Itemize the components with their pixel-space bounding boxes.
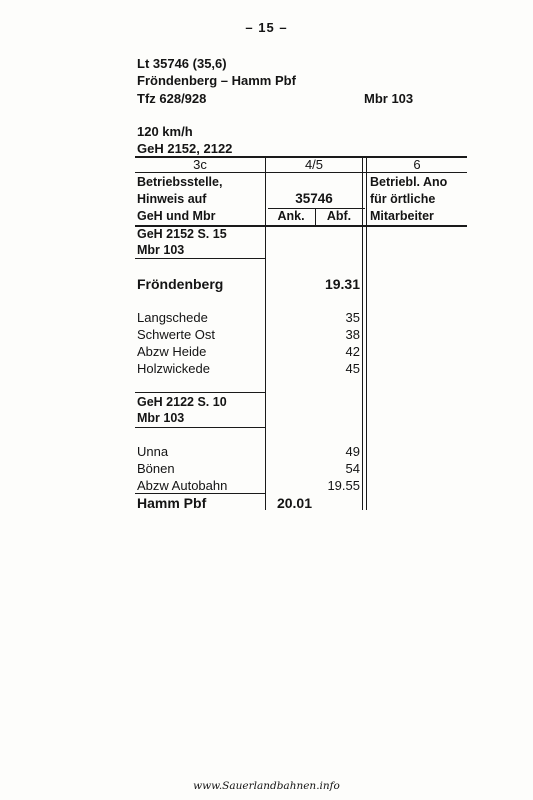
website-footer: www.Sauerlandbahnen.info bbox=[193, 780, 340, 792]
section1-geh: GeH 2152 S. 15 bbox=[137, 227, 227, 241]
station-name: Schwerte Ost bbox=[137, 327, 216, 342]
col6-header-line2: für örtliche bbox=[370, 192, 436, 206]
vehicle-type: Tfz 628/928 bbox=[137, 91, 207, 106]
col6-header-line3: Mitarbeiter bbox=[370, 209, 434, 223]
departure-time: 49 bbox=[345, 444, 360, 459]
col3-header-line2: Hinweis auf bbox=[137, 192, 207, 206]
col-number-6: 6 bbox=[413, 157, 421, 172]
col-divider-3c bbox=[265, 156, 266, 510]
section1-mbr: Mbr 103 bbox=[137, 243, 185, 257]
station-name: Abzw Heide bbox=[137, 344, 207, 359]
abf-header: Abf. bbox=[326, 209, 352, 223]
departure-time: 45 bbox=[345, 361, 360, 376]
section2-bottom-rule bbox=[135, 427, 265, 428]
departure-time: 38 bbox=[345, 327, 360, 342]
departure-time: 35 bbox=[345, 310, 360, 325]
station-name: Unna bbox=[137, 444, 169, 459]
station-name: Holzwickede bbox=[137, 361, 210, 376]
page-number: – 15 – bbox=[245, 20, 288, 35]
mbr-reference: Mbr 103 bbox=[364, 91, 414, 106]
section1-rule bbox=[135, 258, 265, 259]
col-number-3c: 3c bbox=[193, 157, 207, 172]
departure-time: 19.55 bbox=[327, 478, 360, 493]
arrival-time: 20.01 bbox=[276, 495, 312, 511]
route: Fröndenberg – Hamm Pbf bbox=[137, 73, 296, 88]
train-number: Lt 35746 (35,6) bbox=[137, 56, 227, 71]
station-name: Abzw Autobahn bbox=[137, 478, 228, 493]
col-divider-45 bbox=[362, 156, 363, 510]
col3-header-line3: GeH und Mbr bbox=[137, 209, 216, 223]
hamm-top-rule bbox=[135, 493, 265, 494]
col-divider-6 bbox=[366, 156, 367, 510]
speed: 120 km/h bbox=[137, 124, 193, 139]
geh-reference: GeH 2152, 2122 bbox=[137, 141, 233, 156]
col-number-45: 4/5 bbox=[304, 157, 324, 172]
section2-mbr: Mbr 103 bbox=[137, 411, 185, 425]
station-name: Bönen bbox=[137, 461, 175, 476]
departure-time: 42 bbox=[345, 344, 360, 359]
departure-time: 54 bbox=[345, 461, 360, 476]
station-name: Langschede bbox=[137, 310, 208, 325]
ank-header: Ank. bbox=[277, 209, 305, 223]
col3-header-line1: Betriebsstelle, bbox=[137, 175, 223, 189]
col6-header-line1: Betriebl. Ano bbox=[370, 175, 448, 189]
train-number-header: 35746 bbox=[295, 191, 333, 206]
section2-geh: GeH 2122 S. 10 bbox=[137, 395, 227, 409]
section2-top-rule bbox=[135, 392, 265, 393]
station-name: Fröndenberg bbox=[137, 276, 224, 292]
departure-time: 19.31 bbox=[324, 276, 360, 292]
colno-rule bbox=[135, 172, 467, 173]
station-name: Hamm Pbf bbox=[137, 495, 207, 511]
